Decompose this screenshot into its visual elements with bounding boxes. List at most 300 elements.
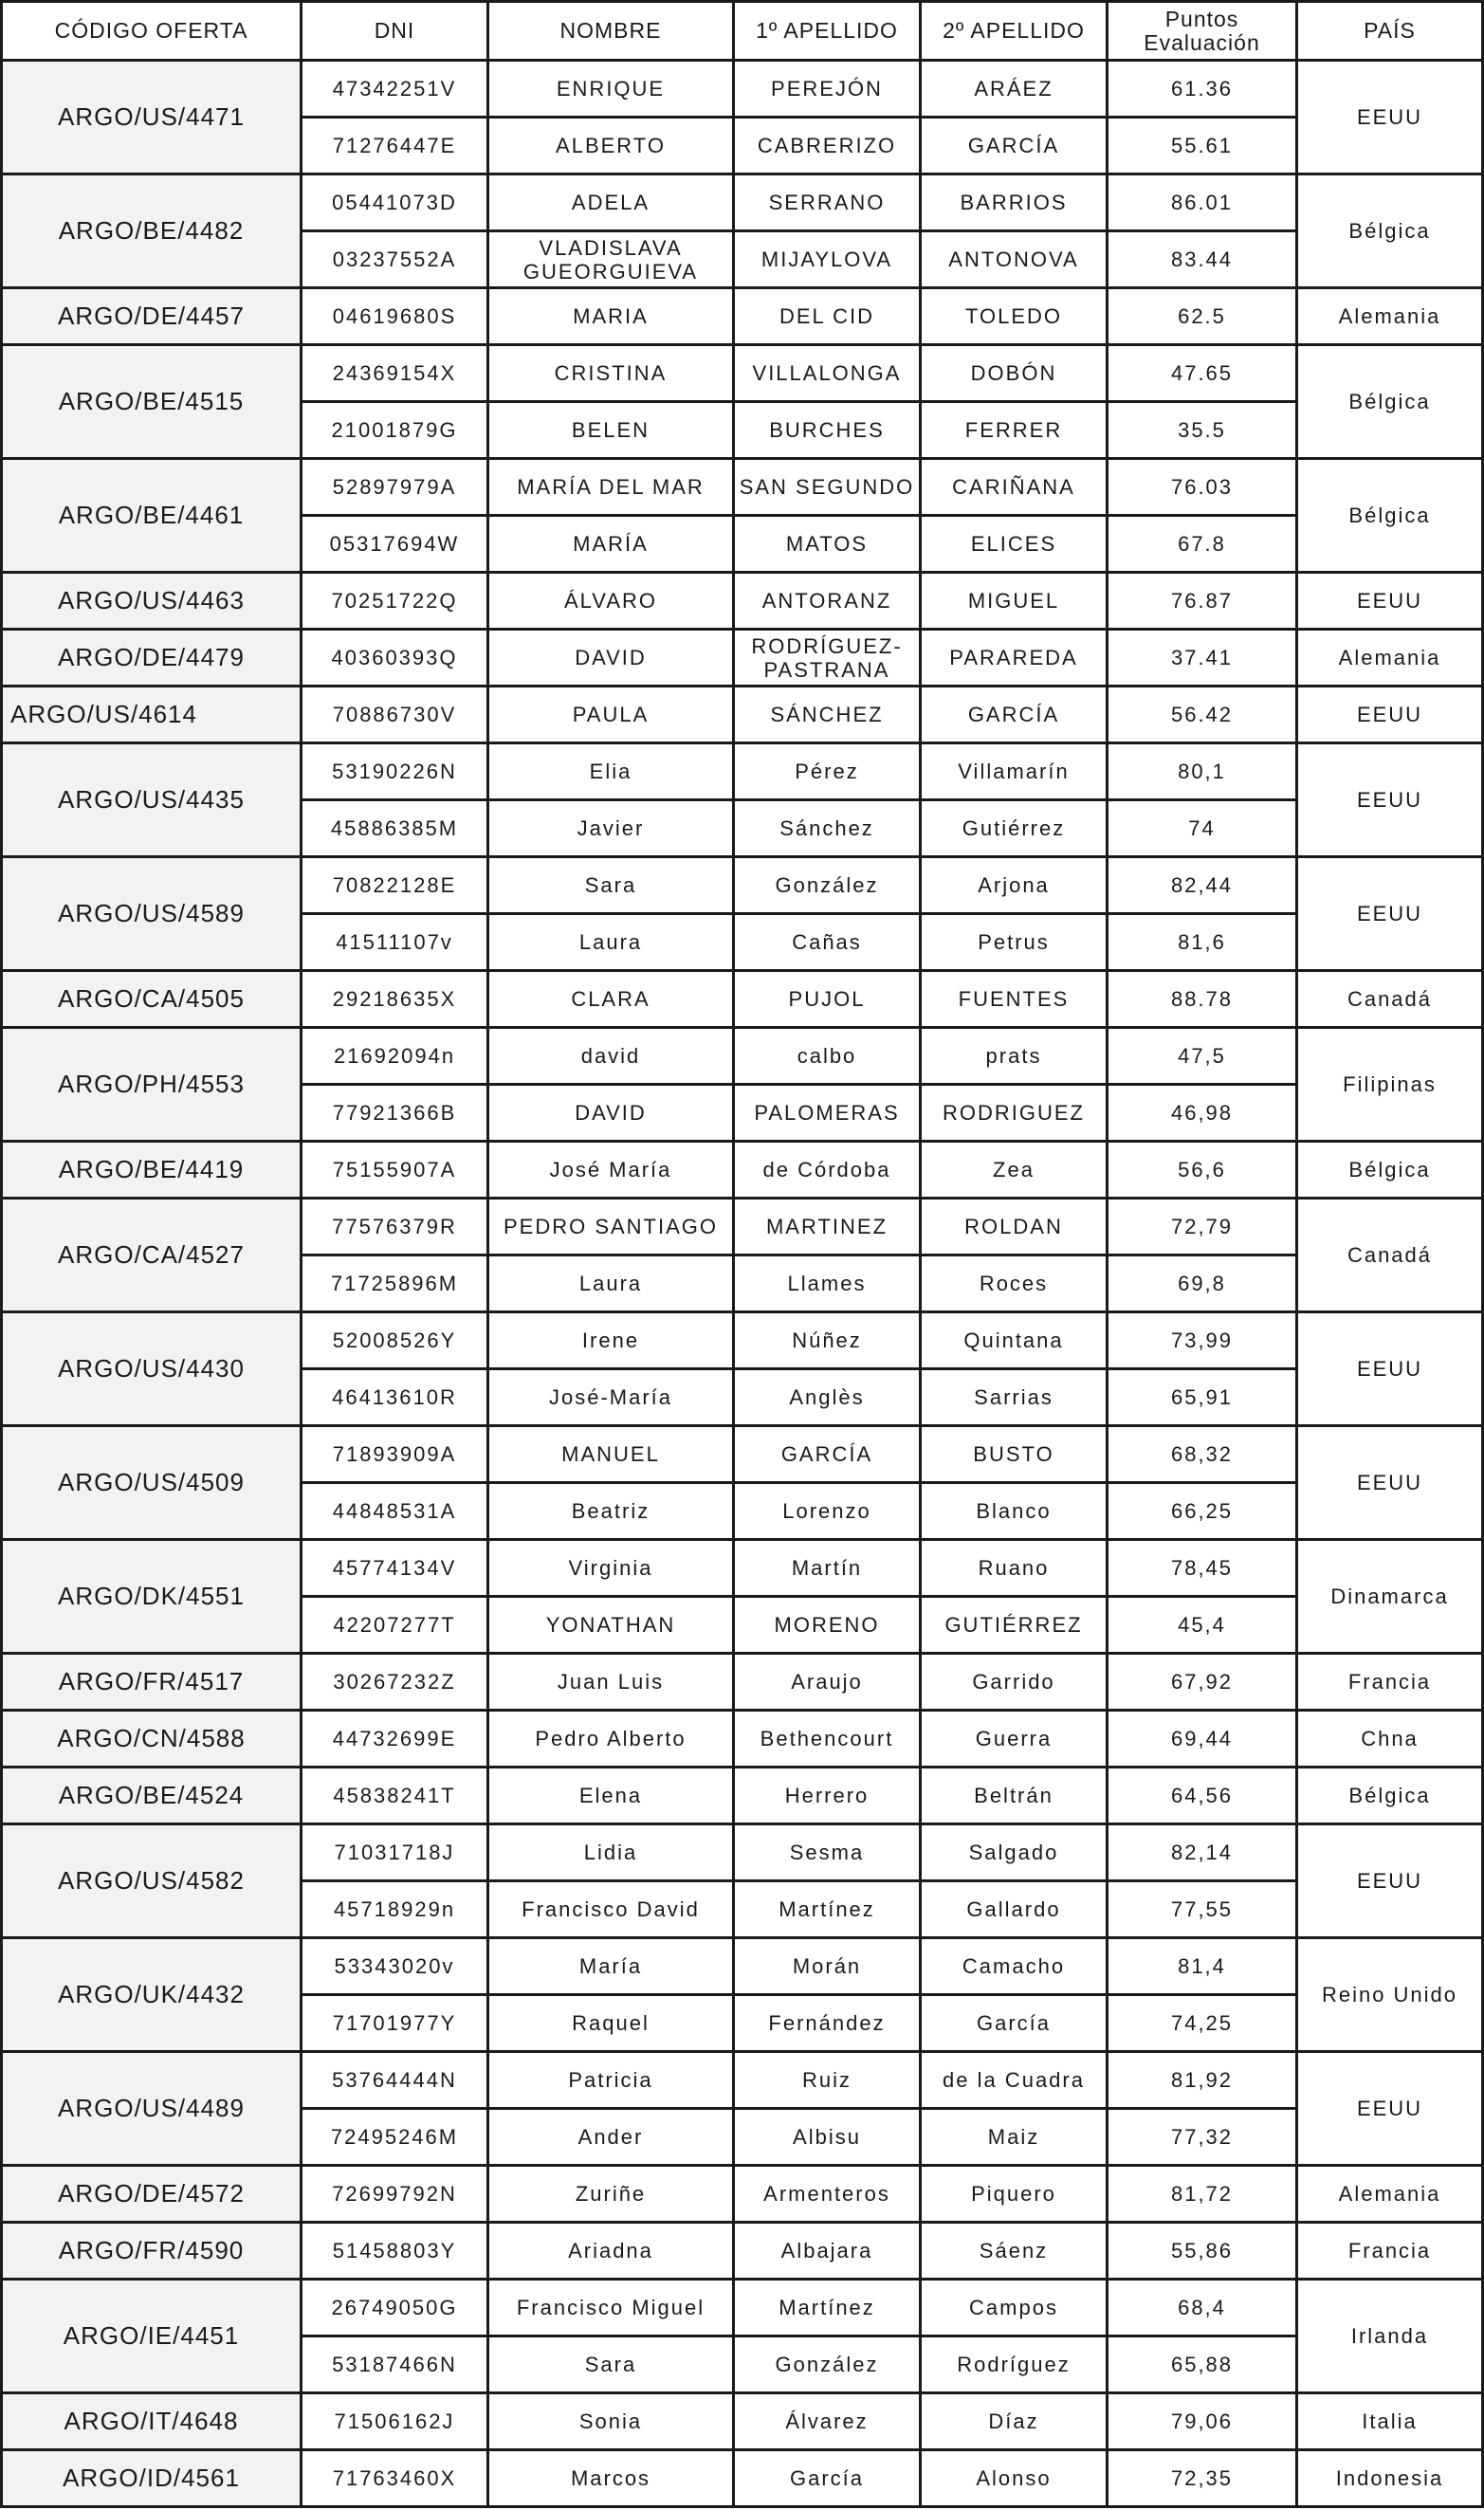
- apellido2-cell: Maiz: [921, 2109, 1108, 2166]
- dni-cell: 71506162J: [302, 2393, 488, 2450]
- apellido1-cell: SÁNCHEZ: [734, 687, 921, 743]
- puntos-cell: 81,92: [1108, 2052, 1297, 2109]
- table-row: [2, 174, 1483, 231]
- apellido1-cell: Ruiz: [734, 2052, 921, 2109]
- table-row: [2, 971, 1483, 1028]
- dni-cell: 71725896M: [302, 1255, 488, 1312]
- apellido2-cell: Guerra: [921, 1711, 1108, 1768]
- offer-code: ARGO/BE/4461: [2, 459, 302, 573]
- table-row: [2, 2280, 1483, 2336]
- puntos-cell: 55,86: [1108, 2223, 1297, 2280]
- nombre-cell: Elena: [488, 1768, 734, 1824]
- apellido1-cell: González: [734, 2336, 921, 2393]
- dni-cell: 44732699E: [302, 1711, 488, 1768]
- apellido1-cell: de Córdoba: [734, 1142, 921, 1199]
- dni-cell: 29218635X: [302, 971, 488, 1028]
- puntos-cell: 68,32: [1108, 1426, 1297, 1483]
- apellido1-cell: MARTINEZ: [734, 1199, 921, 1255]
- country-cell: Canadá: [1297, 971, 1483, 1028]
- country-cell: Dinamarca: [1297, 1540, 1483, 1654]
- nombre-cell: Juan Luis: [488, 1654, 734, 1711]
- apellido2-cell: Sarrias: [921, 1369, 1108, 1426]
- apellido1-cell: González: [734, 857, 921, 914]
- apellido1-cell: BURCHES: [734, 402, 921, 459]
- country-cell: EEUU: [1297, 1426, 1483, 1540]
- apellido1-cell: Fernández: [734, 1995, 921, 2052]
- nombre-cell: José María: [488, 1142, 734, 1199]
- nombre-cell: Elia: [488, 743, 734, 800]
- nombre-cell: Lidia: [488, 1824, 734, 1881]
- apellido1-cell: calbo: [734, 1028, 921, 1085]
- apellido2-cell: TOLEDO: [921, 288, 1108, 345]
- country-cell: Bélgica: [1297, 1768, 1483, 1824]
- puntos-cell: 68,4: [1108, 2280, 1297, 2336]
- apellido2-cell: MIGUEL: [921, 573, 1108, 630]
- nombre-cell: DAVID: [488, 1085, 734, 1142]
- puntos-cell: 64,56: [1108, 1768, 1297, 1824]
- puntos-cell: 74: [1108, 800, 1297, 857]
- nombre-cell: MARÍA DEL MAR: [488, 459, 734, 516]
- offer-code: ARGO/CA/4505: [2, 971, 302, 1028]
- nombre-cell: Patricia: [488, 2052, 734, 2109]
- table-row: [2, 1028, 1483, 1085]
- nombre-cell: ADELA: [488, 174, 734, 231]
- dni-cell: 04619680S: [302, 288, 488, 345]
- offer-code: ARGO/IE/4451: [2, 2280, 302, 2393]
- apellido2-cell: Zea: [921, 1142, 1108, 1199]
- dni-cell: 41511107v: [302, 914, 488, 971]
- dni-cell: 30267232Z: [302, 1654, 488, 1711]
- table-row: [2, 288, 1483, 345]
- dni-cell: 45886385M: [302, 800, 488, 857]
- apellido2-cell: Díaz: [921, 2393, 1108, 2450]
- country-cell: Alemania: [1297, 288, 1483, 345]
- header-dni: DNI: [302, 2, 488, 61]
- puntos-cell: 47.65: [1108, 345, 1297, 402]
- nombre-cell: MANUEL: [488, 1426, 734, 1483]
- nombre-cell: BELEN: [488, 402, 734, 459]
- apellido2-cell: Campos: [921, 2280, 1108, 2336]
- header-apellido1: 1º APELLIDO: [734, 2, 921, 61]
- offer-code: ARGO/US/4582: [2, 1824, 302, 1938]
- dni-cell: 45774134V: [302, 1540, 488, 1597]
- apellido2-cell: CARIÑANA: [921, 459, 1108, 516]
- country-cell: Irlanda: [1297, 2280, 1483, 2393]
- dni-cell: 53187466N: [302, 2336, 488, 2393]
- dni-cell: 72495246M: [302, 2109, 488, 2166]
- country-cell: EEUU: [1297, 61, 1483, 174]
- table-row: [2, 1711, 1483, 1768]
- apellido1-cell: Martín: [734, 1540, 921, 1597]
- table-row: [2, 345, 1483, 402]
- apellido2-cell: FERRER: [921, 402, 1108, 459]
- apellido1-cell: ANTORANZ: [734, 573, 921, 630]
- offer-code: ARGO/US/4614: [2, 687, 302, 743]
- dni-cell: 47342251V: [302, 61, 488, 118]
- header-apellido2: 2º APELLIDO: [921, 2, 1108, 61]
- apellido1-cell: Lorenzo: [734, 1483, 921, 1540]
- nombre-cell: ALBERTO: [488, 118, 734, 174]
- puntos-cell: 62.5: [1108, 288, 1297, 345]
- country-cell: Canadá: [1297, 1199, 1483, 1312]
- apellido2-cell: BUSTO: [921, 1426, 1108, 1483]
- apellido1-cell: PALOMERAS: [734, 1085, 921, 1142]
- dni-cell: 71893909A: [302, 1426, 488, 1483]
- offer-code: ARGO/FR/4590: [2, 2223, 302, 2280]
- offer-code: ARGO/DK/4551: [2, 1540, 302, 1654]
- country-cell: EEUU: [1297, 743, 1483, 857]
- nombre-cell: Marcos: [488, 2450, 734, 2507]
- nombre-cell: Sara: [488, 857, 734, 914]
- dni-cell: 26749050G: [302, 2280, 488, 2336]
- nombre-cell: david: [488, 1028, 734, 1085]
- apellido1-cell: Herrero: [734, 1768, 921, 1824]
- country-cell: Alemania: [1297, 2166, 1483, 2223]
- dni-cell: 52008526Y: [302, 1312, 488, 1369]
- offer-code: ARGO/US/4430: [2, 1312, 302, 1426]
- dni-cell: 70822128E: [302, 857, 488, 914]
- table-row: [2, 573, 1483, 630]
- dni-cell: 46413610R: [302, 1369, 488, 1426]
- dni-cell: 45718929n: [302, 1881, 488, 1938]
- nombre-cell: PAULA: [488, 687, 734, 743]
- offer-code: ARGO/BE/4482: [2, 174, 302, 288]
- apellido1-cell: MATOS: [734, 516, 921, 573]
- puntos-cell: 86.01: [1108, 174, 1297, 231]
- offer-code: ARGO/UK/4432: [2, 1938, 302, 2052]
- table-row: [2, 1938, 1483, 1995]
- table-row: [2, 2223, 1483, 2280]
- nombre-cell: Pedro Alberto: [488, 1711, 734, 1768]
- apellido2-cell: prats: [921, 1028, 1108, 1085]
- apellido1-cell: Armenteros: [734, 2166, 921, 2223]
- country-cell: Francia: [1297, 1654, 1483, 1711]
- offer-code: ARGO/ID/4561: [2, 2450, 302, 2507]
- apellido1-cell: Albajara: [734, 2223, 921, 2280]
- apellido1-cell: Álvarez: [734, 2393, 921, 2450]
- apellido2-cell: García: [921, 1995, 1108, 2052]
- puntos-cell: 65,88: [1108, 2336, 1297, 2393]
- apellido2-cell: Camacho: [921, 1938, 1108, 1995]
- apellido2-cell: GARCÍA: [921, 118, 1108, 174]
- puntos-cell: 80,1: [1108, 743, 1297, 800]
- dni-cell: 70886730V: [302, 687, 488, 743]
- nombre-cell: Zuriñe: [488, 2166, 734, 2223]
- nombre-cell: Virginia: [488, 1540, 734, 1597]
- country-cell: Indonesia: [1297, 2450, 1483, 2507]
- header-pais: PAÍS: [1297, 2, 1483, 61]
- offer-code: ARGO/US/4589: [2, 857, 302, 971]
- dni-cell: 45838241T: [302, 1768, 488, 1824]
- country-cell: EEUU: [1297, 857, 1483, 971]
- offer-code: ARGO/DE/4572: [2, 2166, 302, 2223]
- puntos-cell: 69,44: [1108, 1711, 1297, 1768]
- table-row: [2, 1768, 1483, 1824]
- nombre-cell: VLADISLAVA GUEORGUIEVA: [488, 231, 734, 288]
- apellido1-cell: García: [734, 2450, 921, 2507]
- country-cell: Bélgica: [1297, 459, 1483, 573]
- country-cell: EEUU: [1297, 1312, 1483, 1426]
- dni-cell: 40360393Q: [302, 630, 488, 687]
- nombre-cell: José-María: [488, 1369, 734, 1426]
- header-puntos: Puntos Evaluación: [1108, 2, 1297, 61]
- nombre-cell: ENRIQUE: [488, 61, 734, 118]
- table-body: [2, 61, 1483, 2507]
- offer-code: ARGO/BE/4419: [2, 1142, 302, 1199]
- apellido2-cell: PARAREDA: [921, 630, 1108, 687]
- offer-code: ARGO/US/4471: [2, 61, 302, 174]
- dni-cell: 42207277T: [302, 1597, 488, 1654]
- dni-cell: 71763460X: [302, 2450, 488, 2507]
- offer-code: ARGO/US/4489: [2, 2052, 302, 2166]
- apellido2-cell: ANTONOVA: [921, 231, 1108, 288]
- nombre-cell: CLARA: [488, 971, 734, 1028]
- offer-code: ARGO/CN/4588: [2, 1711, 302, 1768]
- puntos-cell: 72,79: [1108, 1199, 1297, 1255]
- table-row: [2, 687, 1483, 743]
- puntos-cell: 35.5: [1108, 402, 1297, 459]
- apellido1-cell: Albisu: [734, 2109, 921, 2166]
- offer-code: ARGO/US/4463: [2, 573, 302, 630]
- nombre-cell: Beatriz: [488, 1483, 734, 1540]
- puntos-cell: 55.61: [1108, 118, 1297, 174]
- dni-cell: 21001879G: [302, 402, 488, 459]
- nombre-cell: MARÍA: [488, 516, 734, 573]
- puntos-cell: 74,25: [1108, 1995, 1297, 2052]
- puntos-cell: 83.44: [1108, 231, 1297, 288]
- nombre-cell: ÁLVARO: [488, 573, 734, 630]
- nombre-cell: CRISTINA: [488, 345, 734, 402]
- table-row: [2, 2166, 1483, 2223]
- apellido1-cell: Anglès: [734, 1369, 921, 1426]
- nombre-cell: DAVID: [488, 630, 734, 687]
- puntos-cell: 66,25: [1108, 1483, 1297, 1540]
- puntos-cell: 78,45: [1108, 1540, 1297, 1597]
- dni-cell: 71031718J: [302, 1824, 488, 1881]
- apellido1-cell: Martínez: [734, 1881, 921, 1938]
- apellido1-cell: Morán: [734, 1938, 921, 1995]
- nombre-cell: Laura: [488, 914, 734, 971]
- apellido2-cell: BARRIOS: [921, 174, 1108, 231]
- puntos-cell: 46,98: [1108, 1085, 1297, 1142]
- apellido2-cell: Piquero: [921, 2166, 1108, 2223]
- apellido2-cell: Salgado: [921, 1824, 1108, 1881]
- nombre-cell: PEDRO SANTIAGO: [488, 1199, 734, 1255]
- puntos-cell: 76.03: [1108, 459, 1297, 516]
- offer-code: ARGO/CA/4527: [2, 1199, 302, 1312]
- dni-cell: 71701977Y: [302, 1995, 488, 2052]
- dni-cell: 05317694W: [302, 516, 488, 573]
- puntos-cell: 88.78: [1108, 971, 1297, 1028]
- dni-cell: 05441073D: [302, 174, 488, 231]
- offer-code: ARGO/DE/4479: [2, 630, 302, 687]
- country-cell: EEUU: [1297, 1824, 1483, 1938]
- puntos-cell: 77,32: [1108, 2109, 1297, 2166]
- puntos-cell: 61.36: [1108, 61, 1297, 118]
- nombre-cell: Raquel: [488, 1995, 734, 2052]
- country-cell: Francia: [1297, 2223, 1483, 2280]
- puntos-cell: 37.41: [1108, 630, 1297, 687]
- country-cell: Filipinas: [1297, 1028, 1483, 1142]
- nombre-cell: Francisco David: [488, 1881, 734, 1938]
- dni-cell: 44848531A: [302, 1483, 488, 1540]
- table-row: [2, 1654, 1483, 1711]
- nombre-cell: María: [488, 1938, 734, 1995]
- apellido1-cell: RODRÍGUEZ-PASTRANA: [734, 630, 921, 687]
- apellido2-cell: DOBÓN: [921, 345, 1108, 402]
- apellido2-cell: Arjona: [921, 857, 1108, 914]
- dni-cell: 77921366B: [302, 1085, 488, 1142]
- header-codigo-oferta: CÓDIGO OFERTA: [2, 2, 302, 61]
- table-row: [2, 2052, 1483, 2109]
- apellido2-cell: RODRIGUEZ: [921, 1085, 1108, 1142]
- puntos-cell: 82,14: [1108, 1824, 1297, 1881]
- puntos-cell: 81,72: [1108, 2166, 1297, 2223]
- apellido1-cell: GARCÍA: [734, 1426, 921, 1483]
- nombre-cell: Irene: [488, 1312, 734, 1369]
- apellido2-cell: Blanco: [921, 1483, 1108, 1540]
- country-cell: Bélgica: [1297, 1142, 1483, 1199]
- country-cell: Bélgica: [1297, 174, 1483, 288]
- table-row: [2, 2450, 1483, 2507]
- header-row: [2, 2, 1483, 61]
- apellido2-cell: Rodríguez: [921, 2336, 1108, 2393]
- dni-cell: 03237552A: [302, 231, 488, 288]
- country-cell: Chna: [1297, 1711, 1483, 1768]
- puntos-cell: 73,99: [1108, 1312, 1297, 1369]
- apellido2-cell: FUENTES: [921, 971, 1108, 1028]
- country-cell: Reino Unido: [1297, 1938, 1483, 2052]
- apellido1-cell: Martínez: [734, 2280, 921, 2336]
- offer-code: ARGO/PH/4553: [2, 1028, 302, 1142]
- apellido1-cell: CABRERIZO: [734, 118, 921, 174]
- puntos-cell: 45,4: [1108, 1597, 1297, 1654]
- apellido2-cell: Ruano: [921, 1540, 1108, 1597]
- table-row: [2, 459, 1483, 516]
- puntos-cell: 56.42: [1108, 687, 1297, 743]
- apellido2-cell: ARÁEZ: [921, 61, 1108, 118]
- dni-cell: 53343020v: [302, 1938, 488, 1995]
- country-cell: EEUU: [1297, 573, 1483, 630]
- apellido2-cell: Gutiérrez: [921, 800, 1108, 857]
- apellido2-cell: Quintana: [921, 1312, 1108, 1369]
- puntos-cell: 67.8: [1108, 516, 1297, 573]
- apellido2-cell: Beltrán: [921, 1768, 1108, 1824]
- apellido1-cell: SAN SEGUNDO: [734, 459, 921, 516]
- puntos-cell: 65,91: [1108, 1369, 1297, 1426]
- puntos-cell: 47,5: [1108, 1028, 1297, 1085]
- country-cell: EEUU: [1297, 2052, 1483, 2166]
- apellido2-cell: GARCÍA: [921, 687, 1108, 743]
- table-row: [2, 1142, 1483, 1199]
- dni-cell: 51458803Y: [302, 2223, 488, 2280]
- apellido2-cell: Petrus: [921, 914, 1108, 971]
- apellido1-cell: VILLALONGA: [734, 345, 921, 402]
- nombre-cell: Sara: [488, 2336, 734, 2393]
- puntos-cell: 82,44: [1108, 857, 1297, 914]
- puntos-cell: 81,6: [1108, 914, 1297, 971]
- apellido1-cell: Cañas: [734, 914, 921, 971]
- dni-cell: 72699792N: [302, 2166, 488, 2223]
- country-cell: EEUU: [1297, 687, 1483, 743]
- table-row: [2, 61, 1483, 118]
- nombre-cell: MARIA: [488, 288, 734, 345]
- apellido1-cell: PUJOL: [734, 971, 921, 1028]
- dni-cell: 53190226N: [302, 743, 488, 800]
- apellido1-cell: Bethencourt: [734, 1711, 921, 1768]
- apellido1-cell: Llames: [734, 1255, 921, 1312]
- table-row: [2, 1312, 1483, 1369]
- table-row: [2, 1426, 1483, 1483]
- header-nombre: NOMBRE: [488, 2, 734, 61]
- apellido1-cell: Araujo: [734, 1654, 921, 1711]
- apellido2-cell: Sáenz: [921, 2223, 1108, 2280]
- dni-cell: 75155907A: [302, 1142, 488, 1199]
- apellido1-cell: Núñez: [734, 1312, 921, 1369]
- table-row: [2, 743, 1483, 800]
- nombre-cell: Javier: [488, 800, 734, 857]
- table-row: [2, 2393, 1483, 2450]
- dni-cell: 52897979A: [302, 459, 488, 516]
- dni-cell: 24369154X: [302, 345, 488, 402]
- dni-cell: 21692094n: [302, 1028, 488, 1085]
- dni-cell: 70251722Q: [302, 573, 488, 630]
- apellido2-cell: Villamarín: [921, 743, 1108, 800]
- apellido2-cell: GUTIÉRREZ: [921, 1597, 1108, 1654]
- country-cell: Bélgica: [1297, 345, 1483, 459]
- puntos-cell: 69,8: [1108, 1255, 1297, 1312]
- apellido1-cell: Sesma: [734, 1824, 921, 1881]
- offer-code: ARGO/US/4435: [2, 743, 302, 857]
- apellido2-cell: ELICES: [921, 516, 1108, 573]
- nombre-cell: Laura: [488, 1255, 734, 1312]
- apellido1-cell: Pérez: [734, 743, 921, 800]
- apellido2-cell: Gallardo: [921, 1881, 1108, 1938]
- apellido1-cell: DEL CID: [734, 288, 921, 345]
- offer-code: ARGO/BE/4524: [2, 1768, 302, 1824]
- puntos-cell: 76.87: [1108, 573, 1297, 630]
- table-row: [2, 1199, 1483, 1255]
- dni-cell: 71276447E: [302, 118, 488, 174]
- nombre-cell: Sonia: [488, 2393, 734, 2450]
- puntos-cell: 56,6: [1108, 1142, 1297, 1199]
- apellido1-cell: MORENO: [734, 1597, 921, 1654]
- offer-code: ARGO/IT/4648: [2, 2393, 302, 2450]
- offer-code: ARGO/US/4509: [2, 1426, 302, 1540]
- apellido2-cell: Roces: [921, 1255, 1108, 1312]
- apellido2-cell: de la Cuadra: [921, 2052, 1108, 2109]
- nombre-cell: YONATHAN: [488, 1597, 734, 1654]
- dni-cell: 77576379R: [302, 1199, 488, 1255]
- puntos-cell: 79,06: [1108, 2393, 1297, 2450]
- table-row: [2, 1540, 1483, 1597]
- apellido2-cell: ROLDAN: [921, 1199, 1108, 1255]
- offer-code: ARGO/BE/4515: [2, 345, 302, 459]
- table-row: [2, 1824, 1483, 1881]
- puntos-cell: 72,35: [1108, 2450, 1297, 2507]
- offer-code: ARGO/FR/4517: [2, 1654, 302, 1711]
- table-row: [2, 857, 1483, 914]
- apellido1-cell: SERRANO: [734, 174, 921, 231]
- dni-cell: 53764444N: [302, 2052, 488, 2109]
- nombre-cell: Francisco Miguel: [488, 2280, 734, 2336]
- puntos-cell: 81,4: [1108, 1938, 1297, 1995]
- country-cell: Alemania: [1297, 630, 1483, 687]
- nombre-cell: Ariadna: [488, 2223, 734, 2280]
- puntos-cell: 67,92: [1108, 1654, 1297, 1711]
- apellido1-cell: PEREJÓN: [734, 61, 921, 118]
- table-row: [2, 630, 1483, 687]
